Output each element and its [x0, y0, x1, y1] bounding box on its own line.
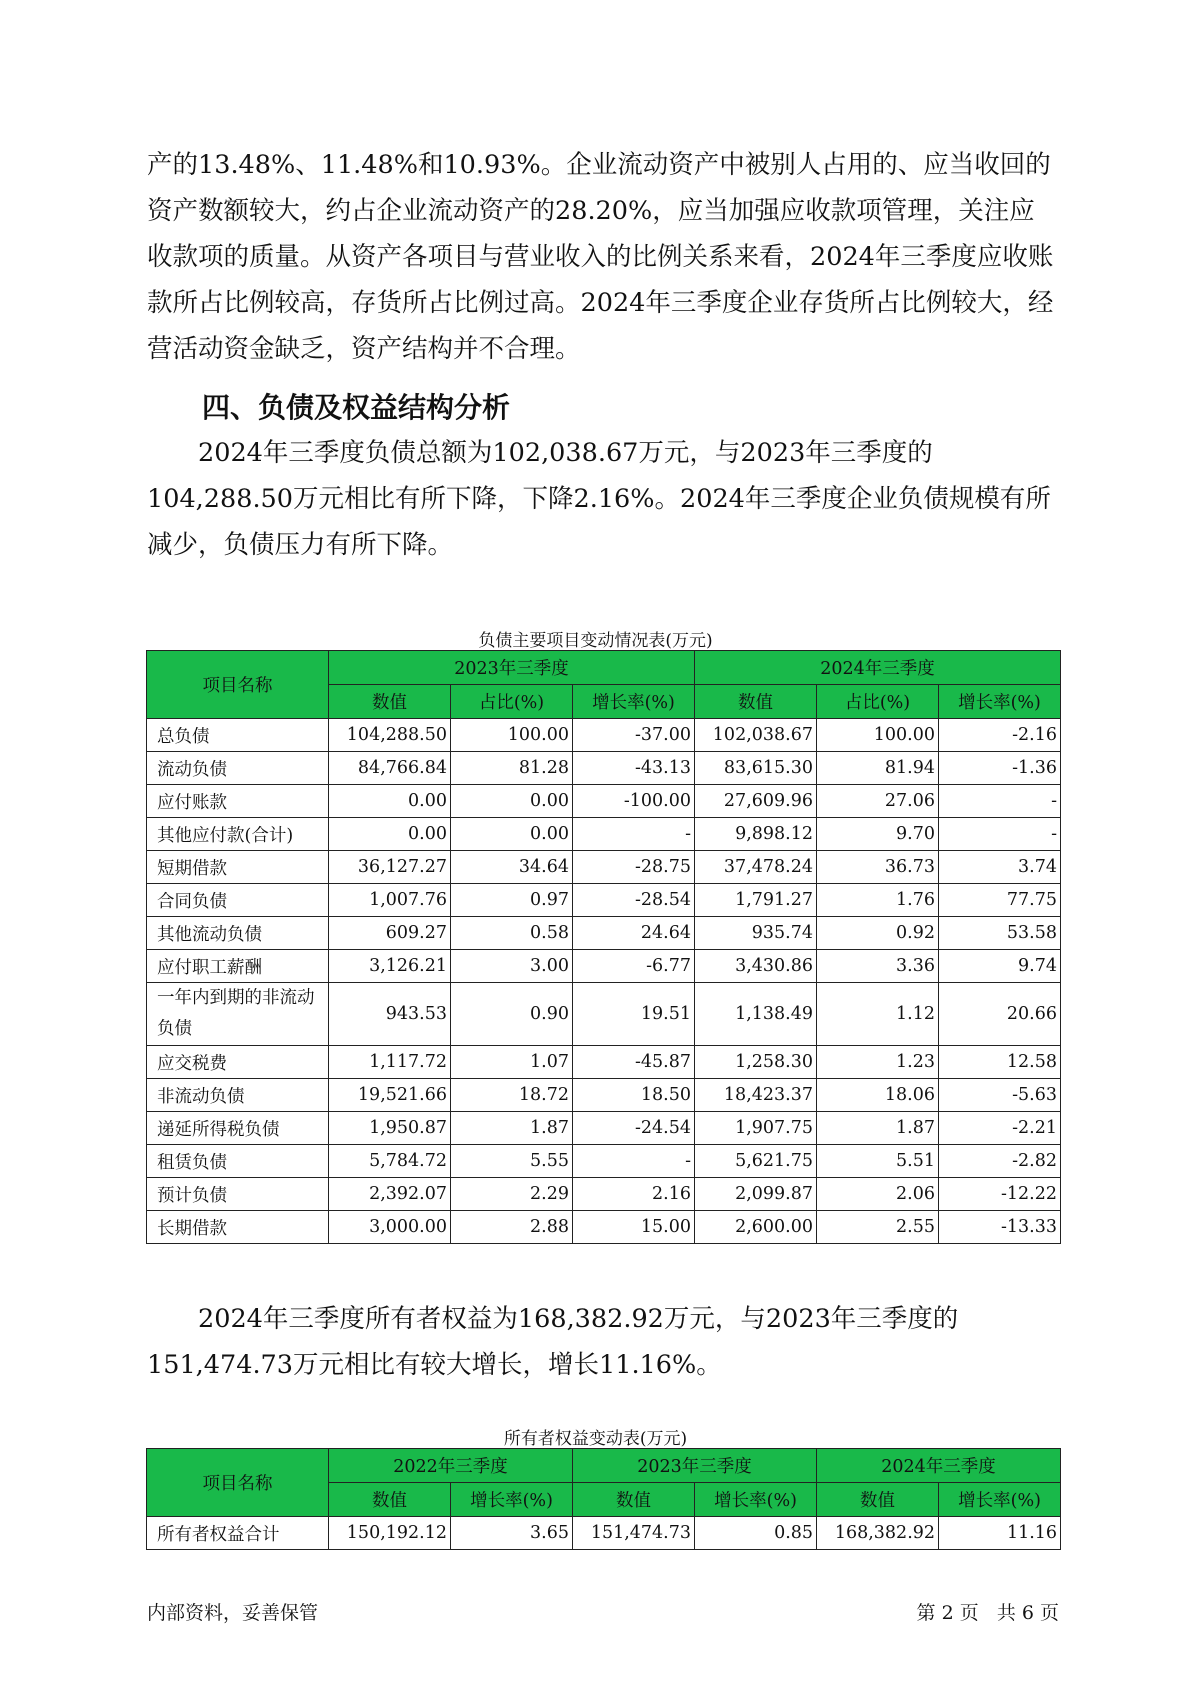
table-cell: 102,038.67 [695, 719, 817, 752]
row-label: 其他应付款(合计) [147, 818, 329, 851]
row-label: 其他流动负债 [147, 917, 329, 950]
table-cell: 2.55 [817, 1211, 939, 1244]
row-label: 应交税费 [147, 1046, 329, 1079]
table-cell: -1.36 [939, 752, 1061, 785]
table-cell: 12.58 [939, 1046, 1061, 1079]
table-cell: 19,521.66 [329, 1079, 451, 1112]
table-cell: - [573, 1145, 695, 1178]
table-cell: 150,192.12 [329, 1517, 451, 1550]
table-cell: 1.87 [451, 1112, 573, 1145]
table-cell: 34.64 [451, 851, 573, 884]
table-cell: 0.00 [451, 785, 573, 818]
table-cell: 5,784.72 [329, 1145, 451, 1178]
table-cell: -37.00 [573, 719, 695, 752]
table-cell: 1,138.49 [695, 983, 817, 1046]
table-cell: 5,621.75 [695, 1145, 817, 1178]
table-cell: 53.58 [939, 917, 1061, 950]
table-cell: -12.22 [939, 1178, 1061, 1211]
subheader-value: 数值 [817, 1483, 939, 1517]
row-label: 长期借款 [147, 1211, 329, 1244]
row-label: 一年内到期的非流动负债 [147, 983, 329, 1046]
subheader-share: 占比(%) [451, 685, 573, 719]
table-cell: -13.33 [939, 1211, 1061, 1244]
equity-table [146, 1448, 1061, 1550]
table-cell: -43.13 [573, 752, 695, 785]
subheader-growth: 增长率(%) [939, 1483, 1061, 1517]
table-cell: 24.64 [573, 917, 695, 950]
table-cell: 1,907.75 [695, 1112, 817, 1145]
table-row [147, 1112, 1061, 1145]
table-cell: 19.51 [573, 983, 695, 1046]
table-cell: -2.16 [939, 719, 1061, 752]
table-cell: 15.00 [573, 1211, 695, 1244]
row-label: 短期借款 [147, 851, 329, 884]
table-cell: 5.51 [817, 1145, 939, 1178]
table-cell: 1,791.27 [695, 884, 817, 917]
row-label: 合同负债 [147, 884, 329, 917]
header-period-2024: 2024年三季度 [817, 1449, 1061, 1483]
table-cell: 2.88 [451, 1211, 573, 1244]
section-heading: 四、负债及权益结构分析 [202, 391, 511, 424]
header-item-name: 项目名称 [147, 651, 329, 719]
table-cell: 1.12 [817, 983, 939, 1046]
table-cell: 1.07 [451, 1046, 573, 1079]
table-cell: 18.72 [451, 1079, 573, 1112]
equity-table-body [147, 1517, 1061, 1550]
header-period-2024: 2024年三季度 [695, 651, 1061, 685]
table-cell: 2.29 [451, 1178, 573, 1211]
table-cell: 36.73 [817, 851, 939, 884]
table-row [147, 1178, 1061, 1211]
table-cell: 27,609.96 [695, 785, 817, 818]
table-cell: -6.77 [573, 950, 695, 983]
table-cell: 0.00 [329, 785, 451, 818]
table-cell: 104,288.50 [329, 719, 451, 752]
table-cell: 3.74 [939, 851, 1061, 884]
row-label: 预计负债 [147, 1178, 329, 1211]
table-cell: 0.92 [817, 917, 939, 950]
table-cell: 100.00 [817, 719, 939, 752]
table-cell: -2.21 [939, 1112, 1061, 1145]
table-cell: 935.74 [695, 917, 817, 950]
liability-paragraph: 2024年三季度负债总额为102,038.67万元，与2023年三季度的104,288.50万元相比有所下降，下降2.16%。2024年三季度企业负债规模有所减少，负债压力有所下降。 [147, 438, 1051, 560]
intro-paragraph: 产的13.48%、11.48%和10.93%。企业流动资产中被别人占用的、应当收回的资产数额较大，约占企业流动资产的28.20%，应当加强应收款项管理，关注应收款项的质量。从资产各项目与营业收入的比例关系来看，2024年三季度应收账款所占比例较高，存货所占比例过高。2024年三季度企业存货所占比例较大，经营活动资金缺乏，资产结构并不合理。 [147, 150, 1054, 364]
table-row [147, 917, 1061, 950]
table-cell: -24.54 [573, 1112, 695, 1145]
table-cell: 0.00 [451, 818, 573, 851]
liability-table-body [147, 719, 1061, 1244]
table-row [147, 818, 1061, 851]
table-cell: 1,258.30 [695, 1046, 817, 1079]
table-row [147, 950, 1061, 983]
table-row [147, 1517, 1061, 1550]
table-row [147, 1211, 1061, 1244]
table-cell: 0.97 [451, 884, 573, 917]
row-label: 非流动负债 [147, 1079, 329, 1112]
table-row [147, 752, 1061, 785]
table-cell: -28.54 [573, 884, 695, 917]
table-cell: 18,423.37 [695, 1079, 817, 1112]
table-cell: 0.00 [329, 818, 451, 851]
table-cell: 0.90 [451, 983, 573, 1046]
table-cell: 1,117.72 [329, 1046, 451, 1079]
table-cell: 83,615.30 [695, 752, 817, 785]
table-cell: 3.65 [451, 1517, 573, 1550]
table-cell: 151,474.73 [573, 1517, 695, 1550]
table-cell: 3,000.00 [329, 1211, 451, 1244]
table-row [147, 884, 1061, 917]
table-cell: 3.00 [451, 950, 573, 983]
table-cell: 0.58 [451, 917, 573, 950]
table-cell: 943.53 [329, 983, 451, 1046]
table-cell: 3,126.21 [329, 950, 451, 983]
table-cell: 36,127.27 [329, 851, 451, 884]
table-cell: 1,950.87 [329, 1112, 451, 1145]
header-period-2023: 2023年三季度 [573, 1449, 817, 1483]
subheader-value: 数值 [329, 685, 451, 719]
table-cell: 3,430.86 [695, 950, 817, 983]
table-cell: 2.16 [573, 1178, 695, 1211]
table-cell: 1.87 [817, 1112, 939, 1145]
table-cell: 2,392.07 [329, 1178, 451, 1211]
row-label: 流动负债 [147, 752, 329, 785]
subheader-value: 数值 [695, 685, 817, 719]
table-cell: 1.76 [817, 884, 939, 917]
subheader-value: 数值 [329, 1483, 451, 1517]
table-cell: -100.00 [573, 785, 695, 818]
subheader-share: 占比(%) [817, 685, 939, 719]
table-row [147, 1145, 1061, 1178]
table-cell: -45.87 [573, 1046, 695, 1079]
table-row [147, 785, 1061, 818]
table-cell: 84,766.84 [329, 752, 451, 785]
row-label: 总负债 [147, 719, 329, 752]
subheader-growth: 增长率(%) [573, 685, 695, 719]
table-cell: 2,099.87 [695, 1178, 817, 1211]
table-cell: 5.55 [451, 1145, 573, 1178]
equity-paragraph: 2024年三季度所有者权益为168,382.92万元，与2023年三季度的151,474.73万元相比有较大增长，增长11.16%。 [147, 1304, 959, 1380]
table-cell: 81.94 [817, 752, 939, 785]
row-label: 所有者权益合计 [147, 1517, 329, 1550]
table-cell: 18.06 [817, 1079, 939, 1112]
row-label: 应付账款 [147, 785, 329, 818]
table-cell: 81.28 [451, 752, 573, 785]
table-cell: 9.74 [939, 950, 1061, 983]
table-cell: 609.27 [329, 917, 451, 950]
table-cell: 11.16 [939, 1517, 1061, 1550]
subheader-value: 数值 [573, 1483, 695, 1517]
table-row [147, 1046, 1061, 1079]
table-cell: 9.70 [817, 818, 939, 851]
table-cell: -28.75 [573, 851, 695, 884]
table-cell: 3.36 [817, 950, 939, 983]
row-label: 递延所得税负债 [147, 1112, 329, 1145]
footer-page-number: 第 2 页 共 6 页 [916, 1602, 1059, 1624]
table-cell: 27.06 [817, 785, 939, 818]
row-label: 租赁负债 [147, 1145, 329, 1178]
table-cell: -2.82 [939, 1145, 1061, 1178]
footer-confidential-note: 内部资料，妥善保管 [147, 1602, 319, 1624]
equity-table-caption: 所有者权益变动表(万元) [503, 1429, 688, 1449]
table-cell: 1.23 [817, 1046, 939, 1079]
subheader-growth: 增长率(%) [451, 1483, 573, 1517]
table-cell: 100.00 [451, 719, 573, 752]
table-cell: 2.06 [817, 1178, 939, 1211]
table-cell: 20.66 [939, 983, 1061, 1046]
row-label: 应付职工薪酬 [147, 950, 329, 983]
table-cell: 0.85 [695, 1517, 817, 1550]
table-cell: 37,478.24 [695, 851, 817, 884]
table-cell: 77.75 [939, 884, 1061, 917]
table-cell: - [939, 818, 1061, 851]
table-cell: 18.50 [573, 1079, 695, 1112]
liability-table-caption: 负债主要项目变动情况表(万元) [478, 631, 713, 651]
table-cell: 1,007.76 [329, 884, 451, 917]
table-cell: 9,898.12 [695, 818, 817, 851]
subheader-growth: 增长率(%) [939, 685, 1061, 719]
header-period-2022: 2022年三季度 [329, 1449, 573, 1483]
table-cell: 168,382.92 [817, 1517, 939, 1550]
table-row [147, 851, 1061, 884]
table-row [147, 983, 1061, 1046]
subheader-growth: 增长率(%) [695, 1483, 817, 1517]
header-item-name: 项目名称 [147, 1449, 329, 1517]
table-cell: - [573, 818, 695, 851]
table-row [147, 719, 1061, 752]
liability-table [146, 650, 1061, 1244]
header-period-2023: 2023年三季度 [329, 651, 695, 685]
table-row [147, 1079, 1061, 1112]
table-cell: -5.63 [939, 1079, 1061, 1112]
table-cell: 2,600.00 [695, 1211, 817, 1244]
table-cell: - [939, 785, 1061, 818]
